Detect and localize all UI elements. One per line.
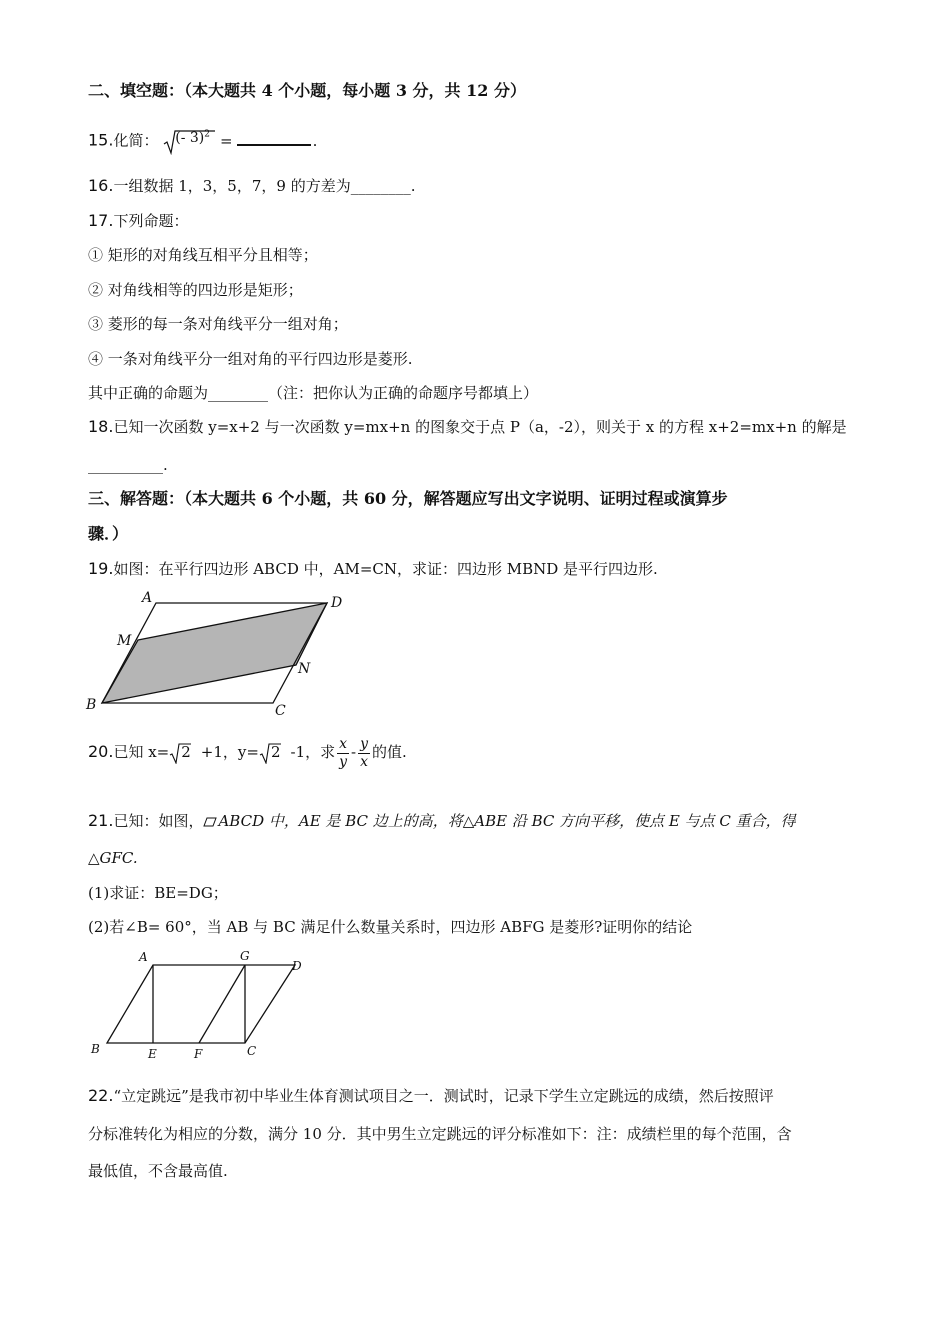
fraction-x-over-y: $\frac{x}{y}$ bbox=[339, 735, 348, 770]
q20-p1: 已知 x= bbox=[113, 743, 170, 761]
question-number: 20. bbox=[88, 742, 114, 761]
question-16 bbox=[88, 176, 415, 196]
q21-parallelogram-figure bbox=[85, 945, 315, 1065]
label-b: B bbox=[91, 1042, 100, 1056]
question-20 bbox=[88, 728, 407, 776]
q17-item-2: ② 对角线相等的四边形是矩形； bbox=[88, 281, 303, 299]
q20-root-y: 2 bbox=[270, 743, 281, 761]
section3-heading: 三、解答题：（本大题共 6 个小题，共 60 分，解答题应写出文字说明、证明过程或演算步 bbox=[88, 489, 728, 508]
section2-heading: 二、填空题：（本大题共 4 个小题，每小题 3 分，共 12 分） bbox=[88, 81, 526, 100]
question-17 bbox=[88, 211, 188, 231]
section3-heading-cont: 骤．） bbox=[88, 524, 129, 543]
label-m: M bbox=[117, 633, 132, 649]
fraction-y-over-x: $\frac{y}{x}$ bbox=[360, 735, 369, 770]
q20-p3: -1，求 bbox=[290, 743, 336, 761]
question-number: 22. bbox=[88, 1086, 114, 1105]
parallelogram-abcd bbox=[107, 965, 295, 1043]
label-c: C bbox=[247, 1044, 257, 1058]
q17-item-3: ③ 菱形的每一条对角线平分一组对角； bbox=[88, 315, 348, 333]
q18-blank: __________. bbox=[88, 456, 168, 474]
q17-item-4: ④ 一条对角线平分一组对角的平行四边形是菱形. bbox=[88, 350, 413, 368]
question-number: 18. bbox=[88, 417, 114, 436]
shaded-quadrilateral-mbnd bbox=[102, 603, 327, 703]
label-e: E bbox=[148, 1047, 157, 1061]
q21-line2: △GFC. bbox=[88, 849, 138, 867]
label-b: B bbox=[86, 697, 97, 713]
q21-part1: (1)求证：BE=DG； bbox=[88, 884, 228, 902]
q22-line1: “立定跳远”是我市初中毕业生体育测试项目之一．测试时，记录下学生立定跳远的成绩，然后按照评 bbox=[113, 1087, 774, 1105]
question-number: 19. bbox=[88, 559, 114, 578]
question-number: 17. bbox=[88, 211, 114, 230]
q15-end: . bbox=[312, 131, 318, 150]
q15-radicand: (- 3) bbox=[175, 129, 205, 146]
q17-intro: 下列命题： bbox=[113, 212, 189, 230]
q21-line1b: ABCD 中，AE 是 BC 边上的高，将△ABE 沿 BC 方向平移，使点 E 与点 C 重合，得 bbox=[218, 812, 796, 830]
q22-line2: 分标准转化为相应的分数，满分 10 分．其中男生立定跳远的评分标准如下：注：成绩栏里的每个范围，含 bbox=[88, 1125, 792, 1143]
label-d: D bbox=[292, 959, 302, 973]
question-18 bbox=[88, 417, 847, 437]
q15-equals: = bbox=[220, 131, 233, 150]
q15-exponent: 2 bbox=[204, 129, 210, 139]
q17-answer-line: 其中正确的命题为________（注：把你认为正确的命题序号都填上） bbox=[88, 384, 539, 402]
q19-text: 如图：在平行四边形 ABCD 中，AM=CN，求证：四边形 MBND 是平行四边形. bbox=[113, 560, 658, 578]
q20-p2: +1，y= bbox=[200, 743, 259, 761]
question-22 bbox=[88, 1086, 774, 1106]
question-number: 15. bbox=[88, 130, 114, 150]
q16-text: 一组数据 1，3，5，7，9 的方差为________. bbox=[113, 177, 416, 195]
segment-gf bbox=[199, 965, 245, 1043]
question-15 bbox=[88, 128, 341, 155]
question-number: 21. bbox=[88, 811, 114, 830]
label-g: G bbox=[240, 949, 250, 963]
q18-text: 已知一次函数 y=x+2 与一次函数 y=mx+n 的图象交于点 P（a，-2），则关于 x 的方程 x+2=mx+n 的解是 bbox=[113, 418, 847, 436]
label-n: N bbox=[298, 661, 311, 677]
q22-line3: 最低值，不含最高值. bbox=[88, 1162, 228, 1180]
q20-root-x: 2 bbox=[181, 743, 191, 761]
q21-line1a: 已知：如图， bbox=[113, 812, 204, 830]
q17-item-1: ① 矩形的对角线互相平分且相等； bbox=[88, 246, 318, 264]
question-19 bbox=[88, 559, 658, 579]
label-d: D bbox=[331, 595, 343, 611]
label-f: F bbox=[194, 1047, 203, 1061]
parallelogram-symbol-icon bbox=[203, 817, 217, 827]
label-c: C bbox=[275, 703, 286, 719]
q20-minus: - bbox=[351, 743, 357, 761]
question-number: 16. bbox=[88, 176, 114, 195]
q20-p4: 的值. bbox=[372, 743, 407, 761]
q21-part2: (2)若∠B= 60°，当 AB 与 BC 满足什么数量关系时，四边形 ABFG 是菱形?证明你的结论 bbox=[88, 918, 693, 936]
q19-parallelogram-figure bbox=[80, 585, 360, 720]
label-a: A bbox=[142, 590, 153, 606]
answer-blank bbox=[237, 130, 311, 146]
question-21 bbox=[88, 811, 796, 831]
q15-prefix: 化简： bbox=[113, 131, 159, 150]
label-a: A bbox=[139, 950, 148, 964]
